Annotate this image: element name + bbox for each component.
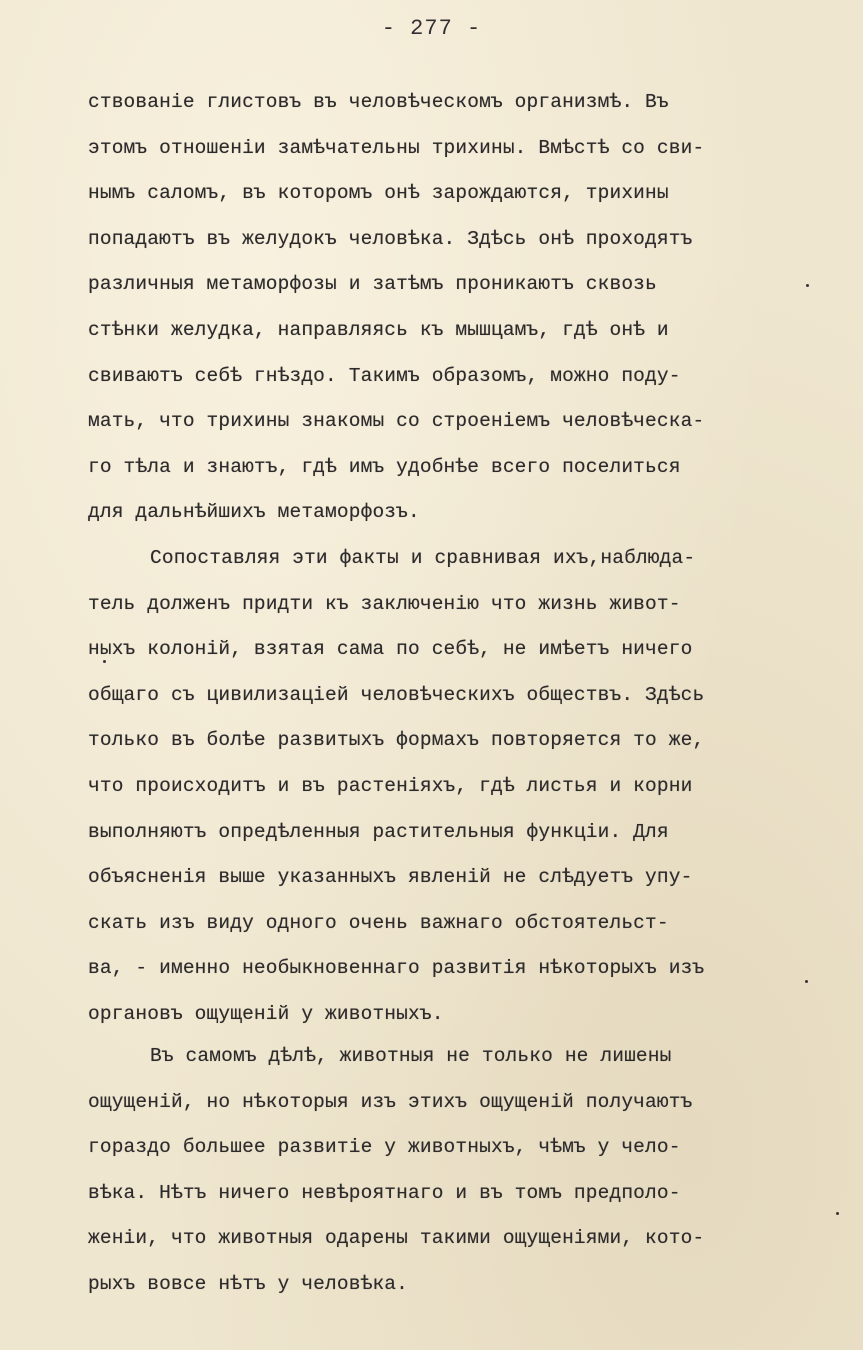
text-line: Въ самомъ дѣлѣ, животныя не только не лишены	[150, 1045, 672, 1067]
ink-speck	[836, 1212, 839, 1215]
text-line: рыхъ вовсе нѣтъ у человѣка.	[88, 1272, 409, 1295]
text-line: Сопоставляя эти факты и сравнивая ихъ,наблюда-	[150, 547, 696, 569]
text-line: женіи, что животныя одарены такими ощущеніями, кото-	[88, 1227, 705, 1250]
text-line: объясненія выше указанныхъ явленій не слѣдуетъ упу-	[88, 866, 693, 889]
ink-speck	[806, 284, 809, 287]
text-line: ва, - именно необыкновеннаго развитія нѣкоторыхъ изъ	[88, 957, 705, 980]
ink-speck	[103, 660, 106, 663]
paragraph-1	[88, 80, 808, 536]
text-line: только въ болѣе развитыхъ формахъ повторяется то же,	[88, 729, 705, 752]
paragraph-2	[88, 536, 808, 1038]
text-line: ствованіе глистовъ въ человѣческомъ организмѣ. Въ	[88, 91, 669, 113]
text-line: что происходитъ и въ растеніяхъ, гдѣ листья и корни	[88, 774, 693, 797]
text-line: этомъ отношеніи замѣчательны трихины. Вмѣстѣ со сви-	[88, 136, 705, 159]
text-line: выполняютъ опредѣленныя растительныя функціи. Для	[88, 820, 669, 843]
text-line: скать изъ виду одного очень важнаго обстоятельст-	[88, 911, 669, 934]
text-line: тель долженъ придти къ заключенію что жизнь живот-	[88, 592, 681, 615]
page-number: - 277 -	[381, 16, 482, 41]
text-line: го тѣла и знаютъ, гдѣ имъ удобнѣе всего поселиться	[88, 455, 681, 478]
text-line: ощущеній, но нѣкоторыя изъ этихъ ощущеній получаютъ	[88, 1090, 693, 1113]
text-line: для дальнѣйшихъ метаморфозъ.	[88, 501, 420, 524]
text-line: гораздо большее развитіе у животныхъ, чѣмъ у чело-	[88, 1136, 681, 1159]
text-line: нымъ саломъ, въ которомъ онѣ зарождаются, трихины	[88, 182, 669, 205]
text-line: общаго съ цивилизаціей человѣческихъ обществъ. Здѣсь	[88, 683, 705, 706]
text-line: различныя метаморфозы и затѣмъ проникаютъ сквозь	[88, 273, 657, 296]
text-line: свиваютъ себѣ гнѣздо. Такимъ образомъ, можно поду-	[88, 364, 681, 387]
text-line: вѣка. Нѣтъ ничего невѣроятнаго и въ томъ предполо-	[88, 1181, 681, 1204]
text-line: мать, что трихины знакомы со строеніемъ человѣческа-	[88, 410, 705, 433]
text-line: ныхъ колоній, взятая сама по себѣ, не имѣетъ ничего	[88, 638, 693, 661]
text-line: попадаютъ въ желудокъ человѣка. Здѣсь онѣ проходятъ	[88, 227, 693, 250]
ink-speck	[805, 980, 808, 983]
paragraph-3	[88, 1034, 808, 1308]
text-line: стѣнки желудка, направляясь къ мышцамъ, гдѣ онѣ и	[88, 318, 669, 341]
text-line: органовъ ощущеній у животныхъ.	[88, 1002, 444, 1025]
